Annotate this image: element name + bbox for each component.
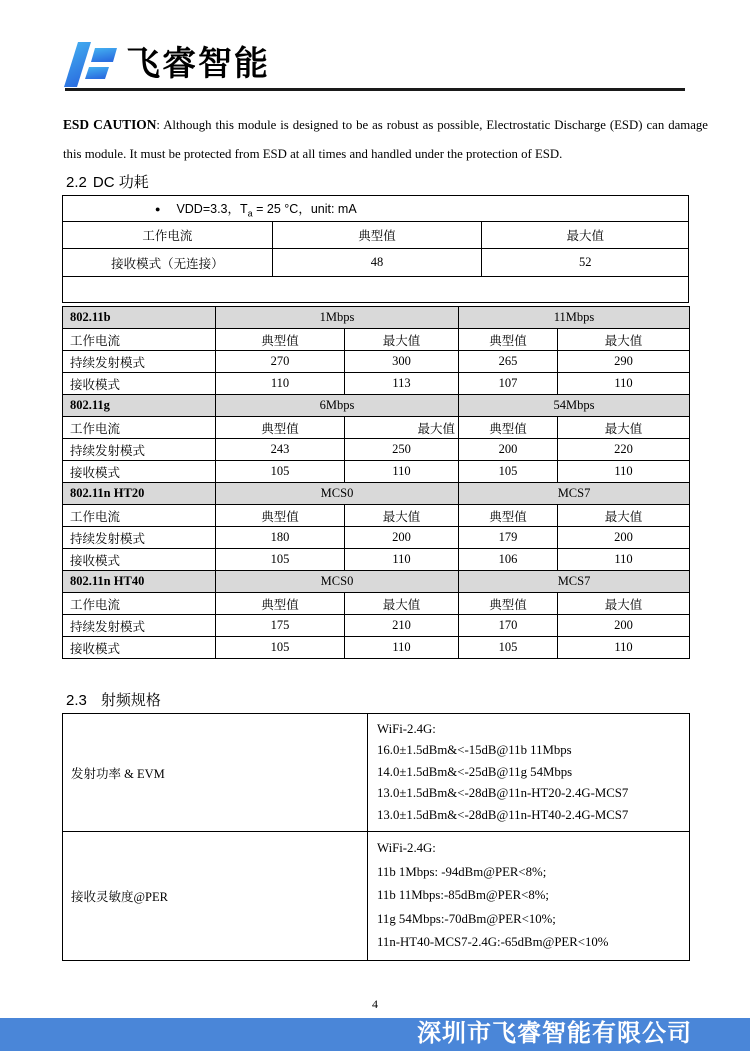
table-row [63,549,690,571]
header-cell: 最大值 [345,417,459,439]
value-cell: 110 [558,461,690,483]
label-cell: 接收模式 [63,373,216,395]
header-cell: 典型值 [216,593,345,615]
label-cell: 持续发射模式 [63,439,216,461]
standard-label: 802.11b [63,307,216,329]
section-heading-rf [66,689,161,710]
label-cell: 持续发射模式 [63,527,216,549]
label-cell: 接收模式（无连接） [63,249,273,277]
esd-caution-text: : Although this module is designed to be as robust as possible, Electrostatic Discharge (ESD) can damage this module. It must be protected from ESD at all times and handled under the protection of ESD. [63,117,708,161]
esd-caution-label: ESD CAUTION [63,116,157,132]
value-cell: 250 [345,439,459,461]
value-cell: 220 [558,439,690,461]
section-header-row-ht40 [63,571,690,593]
value-cell: 200 [558,527,690,549]
condition-subscript: a [247,208,253,219]
column-header-row [63,417,690,439]
rf-table-row [63,832,690,961]
empty-cell [63,277,689,303]
header-cell: 工作电流 [63,593,216,615]
header-cell: 最大值 [558,505,690,527]
standard-label: 802.11n HT40 [63,571,216,593]
dc-header-row [63,222,689,249]
header-cell: 典型值 [216,505,345,527]
rf-spec-line: 14.0±1.5dBm&<-25dB@11g 54Mbps [377,764,573,779]
table-row [63,351,690,373]
label-cell: 持续发射模式 [63,351,216,373]
table-row [63,439,690,461]
value-cell: 113 [345,373,459,395]
rf-spec-table [62,713,690,961]
logo-f-icon [64,41,118,88]
company-logo [64,41,270,88]
page-number: 4 [372,997,378,1011]
header-cell: 工作电流 [63,329,216,351]
value-cell: 105 [216,549,345,571]
dc-power-table [62,195,689,303]
esd-caution-paragraph [63,110,708,169]
standard-label: 802.11g [63,395,216,417]
header-cell: 最大值 [482,222,689,249]
value-cell: 105 [216,637,345,659]
section-title: DC 功耗 [92,174,149,191]
rf-spec-line: WiFi-2.4G: [377,841,436,856]
value-cell: 200 [459,439,558,461]
header-cell: 最大值 [558,593,690,615]
label-cell: 接收模式 [63,637,216,659]
value-cell: 48 [272,249,482,277]
value-cell: 110 [558,373,690,395]
value-cell: 200 [558,615,690,637]
header-cell: 最大值 [558,417,690,439]
rf-spec-line: 13.0±1.5dBm&<-28dB@11n-HT40-2.4G-MCS7 [377,807,629,822]
footer-company-banner: 深圳市飞睿智能有限公司 [0,1018,750,1051]
header-cell: 典型值 [459,505,558,527]
rf-spec-line: WiFi-2.4G: [377,722,436,736]
condition-text [176,201,357,219]
condition-pre: VDD=3.3，T [176,201,248,216]
rf-spec-line: 11b 11Mbps:-85dBm@PER<8%; [377,888,549,903]
header-divider [65,88,685,91]
value-cell: 110 [558,637,690,659]
value-cell: 179 [459,527,558,549]
rf-spec-lines [368,714,690,832]
column-header-row [63,329,690,351]
column-header-row [63,505,690,527]
value-cell: 107 [459,373,558,395]
rf-spec-line: 13.0±1.5dBm&<-28dB@11n-HT20-2.4G-MCS7 [377,786,629,801]
table-row [63,615,690,637]
header-cell: 最大值 [345,593,459,615]
value-cell: 105 [216,461,345,483]
rate-group-cell: 6Mbps [216,395,459,417]
value-cell: 180 [216,527,345,549]
brand-name: 飞睿智能 [126,45,270,83]
section-header-row-80211g [63,395,690,417]
rate-group-cell: 1Mbps [216,307,459,329]
empty-row [63,277,689,303]
value-cell: 110 [558,549,690,571]
label-cell: 接收模式 [63,461,216,483]
column-header-row [63,593,690,615]
rf-spec-line: 11g 54Mbps:-70dBm@PER<10%; [377,911,556,926]
value-cell: 106 [459,549,558,571]
value-cell: 210 [345,615,459,637]
header-cell: 工作电流 [63,505,216,527]
rf-spec-line: 11b 1Mbps: -94dBm@PER<8%; [377,864,547,879]
rf-label-cell: 发射功率 & EVM [63,714,368,832]
section-header-row-ht20 [63,483,690,505]
bullet-icon: ● [155,203,161,214]
rf-spec-line: 16.0±1.5dBm&<-15dB@11b 11Mbps [377,743,572,758]
header-cell: 典型值 [216,329,345,351]
condition-row [63,196,689,222]
header-cell: 典型值 [459,593,558,615]
value-cell: 110 [216,373,345,395]
condition-post: = 25 °C，unit: mA [252,201,357,216]
value-cell: 105 [459,461,558,483]
rf-spec-lines [368,832,690,961]
wifi-modes-current-table [62,306,690,659]
header-cell: 工作电流 [63,222,273,249]
value-cell: 270 [216,351,345,373]
value-cell: 265 [459,351,558,373]
test-condition-cell [63,196,689,222]
header-cell: 最大值 [345,329,459,351]
rf-spec-line: 11n-HT40-MCS7-2.4G:-65dBm@PER<10% [377,935,609,950]
rate-group-cell: MCS7 [459,483,690,505]
value-cell: 243 [216,439,345,461]
rf-label-cell: 接收灵敏度@PER [63,832,368,961]
value-cell: 105 [459,637,558,659]
value-cell: 290 [558,351,690,373]
value-cell: 300 [345,351,459,373]
value-cell: 52 [482,249,689,277]
header-cell: 工作电流 [63,417,216,439]
value-cell: 175 [216,615,345,637]
header-cell: 最大值 [558,329,690,351]
section-title: 射频规格 [100,692,161,709]
value-cell: 170 [459,615,558,637]
section-number: 2.3 [66,692,87,709]
table-row [63,527,690,549]
table-row [63,461,690,483]
value-cell: 110 [345,637,459,659]
header-cell: 典型值 [216,417,345,439]
rate-group-cell: 11Mbps [459,307,690,329]
rate-group-cell: MCS7 [459,571,690,593]
header-cell: 典型值 [459,329,558,351]
section-header-row-80211b [63,307,690,329]
dc-data-row [63,249,689,277]
section-heading-dc [66,171,149,192]
header-cell: 典型值 [272,222,482,249]
label-cell: 接收模式 [63,549,216,571]
standard-label: 802.11n HT20 [63,483,216,505]
rf-table-row [63,714,690,832]
table-row [63,637,690,659]
header-cell: 最大值 [345,505,459,527]
header-cell: 典型值 [459,417,558,439]
rate-group-cell: 54Mbps [459,395,690,417]
label-cell: 持续发射模式 [63,615,216,637]
value-cell: 200 [345,527,459,549]
value-cell: 110 [345,549,459,571]
section-number: 2.2 [66,174,87,191]
table-row [63,373,690,395]
rate-group-cell: MCS0 [216,571,459,593]
value-cell: 110 [345,461,459,483]
rate-group-cell: MCS0 [216,483,459,505]
